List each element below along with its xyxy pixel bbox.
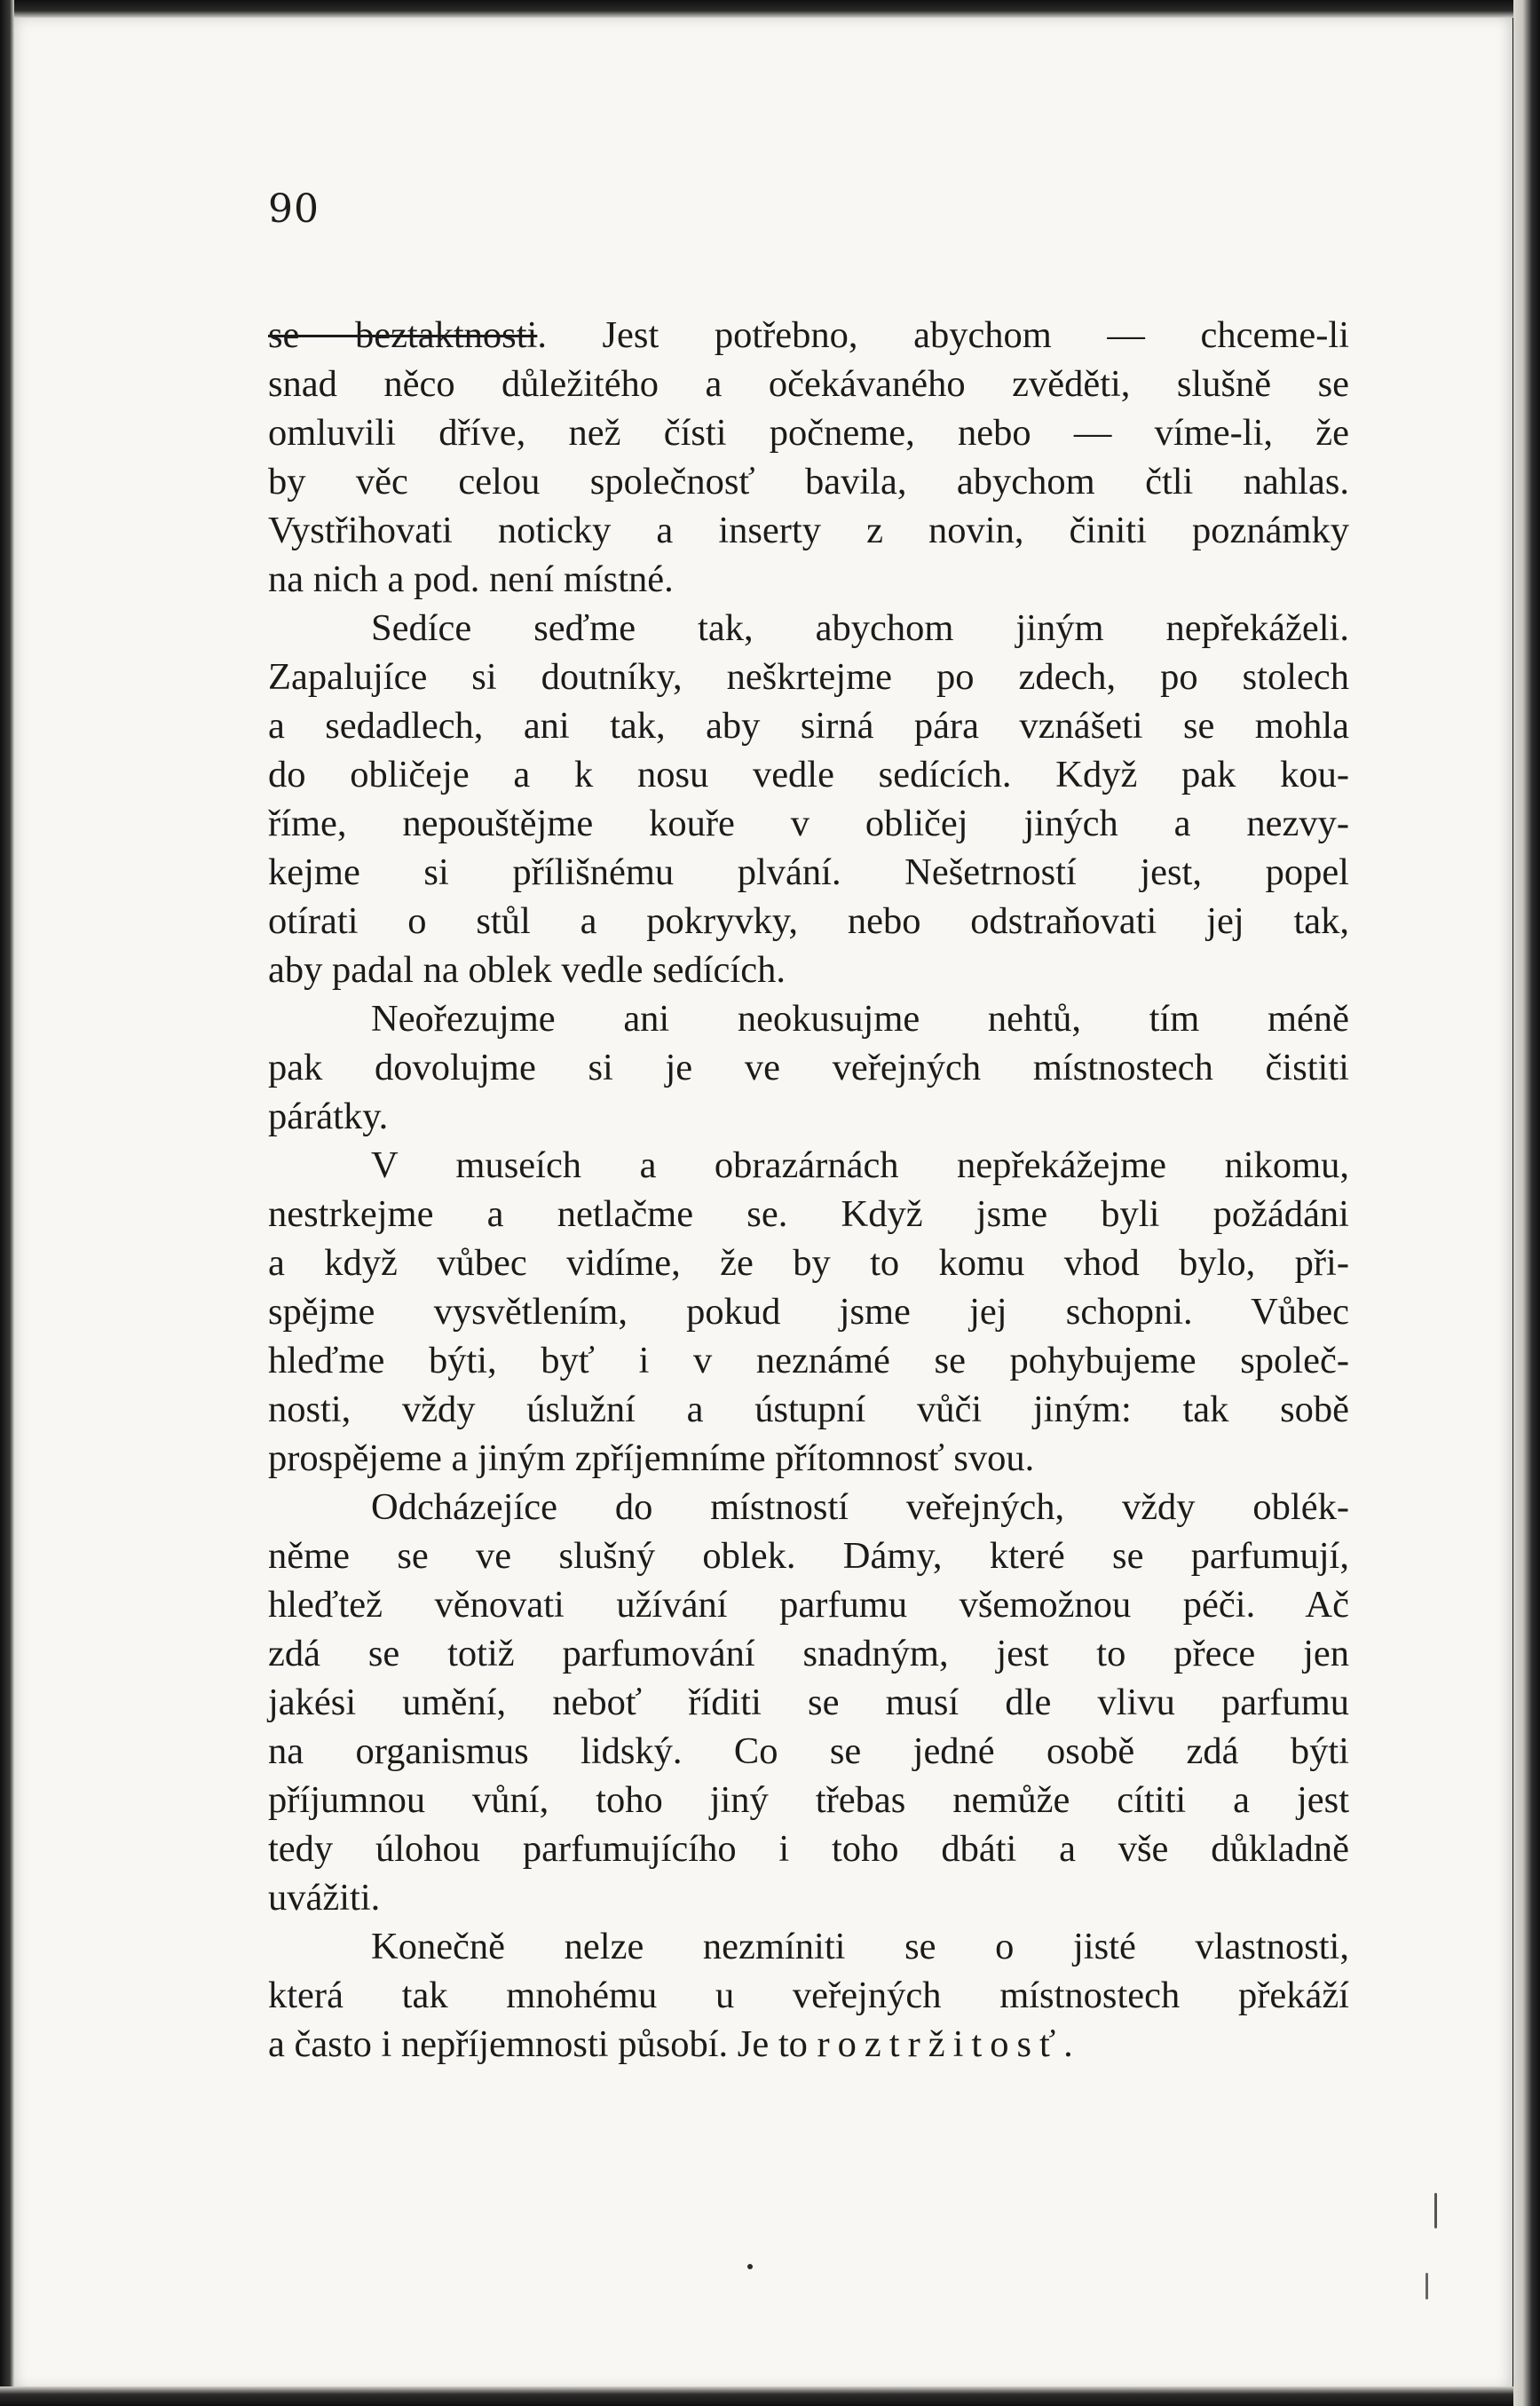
text-line [268, 701, 1349, 750]
text-line [268, 1043, 1349, 1092]
line-text: a často i nepříjemnosti působí. Je to [268, 2023, 817, 2065]
line-text: uvážiti. [268, 1877, 381, 1919]
text-line [268, 1434, 1349, 1483]
text-line [268, 897, 1349, 946]
text-line [268, 555, 1349, 604]
line-text: Sedíce seďme tak, abychom jiným nepřekáželi. [371, 607, 1349, 649]
text-line [268, 457, 1349, 506]
text-line [268, 1336, 1349, 1385]
line-text: do obličeje a k nosu vedle sedících. Když pak kou- [268, 754, 1349, 795]
text-line [268, 1190, 1349, 1239]
text-line [268, 1727, 1349, 1776]
line-text: párátky. [268, 1096, 389, 1137]
text-line [268, 360, 1349, 408]
emphasized-word: roztržitosť [817, 2023, 1064, 2065]
body-text [268, 311, 1349, 2069]
text-line [268, 750, 1349, 799]
paragraph [268, 1141, 1349, 1483]
scan-edge-right [1513, 0, 1540, 2406]
line-text: Odcházejíce do místností veřejných, vždy oblék- [371, 1486, 1349, 1528]
line-text: omluvili dříve, než čísti počneme, nebo — víme-li, že [268, 412, 1349, 454]
line-text: a když vůbec vidíme, že by to komu vhod bylo, při- [268, 1242, 1349, 1284]
text-line [268, 1922, 1349, 1971]
scan-edge-left [0, 0, 14, 2406]
text-line [268, 994, 1349, 1043]
line-text: říme, nepouštějme kouře v obličej jiných a nezvy- [268, 803, 1349, 844]
text-line [268, 848, 1349, 897]
text-line [268, 2020, 1349, 2069]
text-line [268, 1531, 1349, 1580]
text-line [268, 946, 1349, 994]
line-text: něme se ve slušný oblek. Dámy, které se parfumují, [268, 1535, 1349, 1577]
paragraph [268, 311, 1349, 604]
line-text: na organismus lidský. Co se jedné osobě zdá býti [268, 1730, 1349, 1772]
struck-word: se beztaktnosti [268, 314, 538, 356]
line-text: hleďtež věnovati užívání parfumu všemožnou péči. Ač [268, 1584, 1349, 1626]
paper-speck [1434, 2193, 1437, 2228]
text-line [268, 1239, 1349, 1287]
line-text: pak dovolujme si je ve veřejných místnostech čistiti [268, 1047, 1349, 1088]
scan-edge-top [0, 0, 1540, 18]
text-line [268, 1580, 1349, 1629]
text-line [268, 1971, 1349, 2020]
line-text: na nich a pod. není místné. [268, 558, 674, 600]
line-text: nosti, vždy úslužní a ústupní vůči jiným: tak sobě [268, 1389, 1349, 1430]
line-text: Konečně nelze nezmíniti se o jisté vlastnosti, [371, 1926, 1349, 1967]
page-number: 90 [268, 186, 320, 232]
line-text: hleďme býti, byť i v neznámé se pohybujeme společ- [268, 1340, 1349, 1381]
line-text: V museích a obrazárnách nepřekážejme nikomu, [371, 1144, 1349, 1186]
text-line [268, 506, 1349, 555]
line-text: zdá se totiž parfumování snadným, jest to přece jen [268, 1633, 1349, 1674]
text-line [268, 1678, 1349, 1727]
line-text: snad něco důležitého a očekávaného zvěděti, slušně se [268, 363, 1349, 405]
text-line [268, 1776, 1349, 1824]
paragraph [268, 604, 1349, 994]
paper-speck [747, 2264, 753, 2269]
text-line [268, 1092, 1349, 1141]
text-line [268, 1287, 1349, 1336]
text-line [268, 799, 1349, 848]
line-text: . Jest potřebno, abychom — chceme-li [537, 314, 1350, 356]
text-line [268, 1824, 1349, 1873]
scan-edge-bottom [0, 2386, 1540, 2406]
text-line [268, 1483, 1349, 1531]
line-text: spějme vysvětlením, pokud jsme jej schopni. Vůbec [268, 1291, 1349, 1333]
line-text: příjumnou vůní, toho jiný třebas nemůže cítiti a jest [268, 1779, 1349, 1821]
paragraph [268, 1483, 1349, 1922]
line-text: aby padal na oblek vedle sedících. [268, 949, 786, 991]
line-text: otírati o stůl a pokryvky, nebo odstraňovati jej tak, [268, 900, 1349, 942]
line-text: tedy úlohou parfumujícího i toho dbáti a vše důkladně [268, 1828, 1349, 1870]
text-line [268, 311, 1349, 360]
line-text: Zapalujíce si doutníky, neškrtejme po zdech, po stolech [268, 656, 1349, 698]
line-text: kejme si přílišnému plvání. Nešetrností jest, popel [268, 851, 1349, 893]
line-text: jakési umění, neboť říditi se musí dle vlivu parfumu [268, 1682, 1349, 1723]
line-text: nestrkejme a netlačme se. Když jsme byli požádáni [268, 1193, 1349, 1235]
line-text: která tak mnohému u veřejných místnostech překáží [268, 1975, 1349, 2016]
line-text: Vystřihovati noticky a inserty z novin, činiti poznámky [268, 510, 1349, 551]
text-line [268, 653, 1349, 701]
line-text-end: . [1063, 2023, 1073, 2065]
line-text: prospějeme a jiným zpříjemníme přítomnosť svou. [268, 1437, 1035, 1479]
paragraph [268, 994, 1349, 1141]
paper-speck [1425, 2273, 1428, 2299]
line-text: by věc celou společnosť bavila, abychom čtli nahlas. [268, 461, 1349, 503]
paragraph [268, 1922, 1349, 2069]
text-line [268, 1141, 1349, 1190]
text-line [268, 1385, 1349, 1434]
text-line [268, 408, 1349, 457]
line-text: a sedadlech, ani tak, aby sirná pára vznášeti se mohla [268, 705, 1349, 747]
text-line [268, 1629, 1349, 1678]
text-line [268, 604, 1349, 653]
text-line [268, 1873, 1349, 1922]
line-text: Neořezujme ani neokusujme nehtů, tím méně [371, 998, 1349, 1040]
